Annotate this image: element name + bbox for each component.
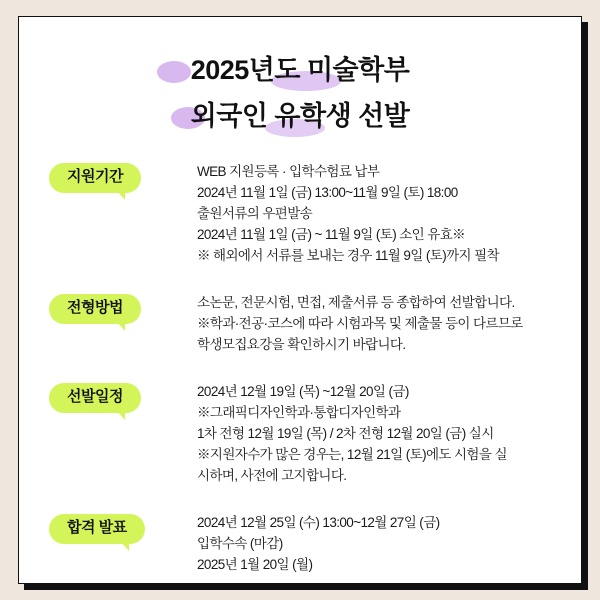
section-row [49,512,581,575]
section-body [197,381,581,486]
section-body-line: 2024년 11월 1일 (금) ~ 11월 9일 (토) 소인 유효※ [197,227,466,242]
section-body-line: 2024년 12월 19일 (목) ~12월 20일 (금) [197,384,409,399]
section-body-line: WEB 지원등록 · 입학수험료 납부 [197,164,380,179]
poster-card [18,16,582,584]
title-line-2 [19,93,581,139]
section-body-line: ※학과·전공·코스에 따라 시험과목 및 제출물 등이 다르므로 [197,316,523,331]
highlight-blob-icon [157,61,191,83]
section-body [197,161,581,266]
sections-list [19,161,581,575]
section-tag-badge: 전형방법 [49,294,141,324]
section-body-line: 출원서류의 우편발송 [197,206,313,221]
poster-title [19,47,581,151]
section-body-line: 학생모집요강을 확인하시기 바랍니다. [197,337,406,352]
section-body-line: 시하며, 사전에 고지합니다. [197,468,347,483]
section-row [49,161,581,266]
section-body-line: 소논문, 전문시험, 면접, 제출서류 등 종합하여 선발합니다. [197,295,515,310]
section-body-line: ※ 해외에서 서류를 보내는 경우 11월 9일 (토)까지 필착 [197,248,499,263]
section-tag-badge: 지원기간 [49,163,141,193]
section-body-line: 2024년 11월 1일 (금) 13:00~11월 9일 (토) 18:00 [197,185,458,200]
title-line-2-text: 외국인 유학생 선발 [190,101,410,131]
title-line-1-text: 2025년도 미술학부 [190,55,410,85]
section-tag-cell [49,381,197,413]
title-line-1 [19,47,581,93]
section-row [49,292,581,355]
section-row [49,381,581,486]
section-tag-cell [49,512,197,544]
section-body-line: 2024년 12월 25일 (수) 13:00~12월 27일 (금) [197,515,440,530]
section-body [197,512,581,575]
section-tag-badge: 선발일정 [49,383,141,413]
section-body-line: ※그래픽디자인학과·통합디자인학과 [197,405,401,420]
section-body-line: ※지원자수가 많은 경우는, 12월 21일 (토)에도 시험을 실 [197,447,507,462]
section-body [197,292,581,355]
section-tag-badge: 합격 발표 [49,514,145,544]
section-body-line: 입학수속 (마감) [197,536,283,551]
section-body-line: 2025년 1월 20일 (월) [197,557,313,572]
section-body-line: 1차 전형 12월 19일 (목) / 2차 전형 12월 20일 (금) 실시 [197,426,494,441]
section-tag-cell [49,292,197,324]
section-tag-cell [49,161,197,193]
